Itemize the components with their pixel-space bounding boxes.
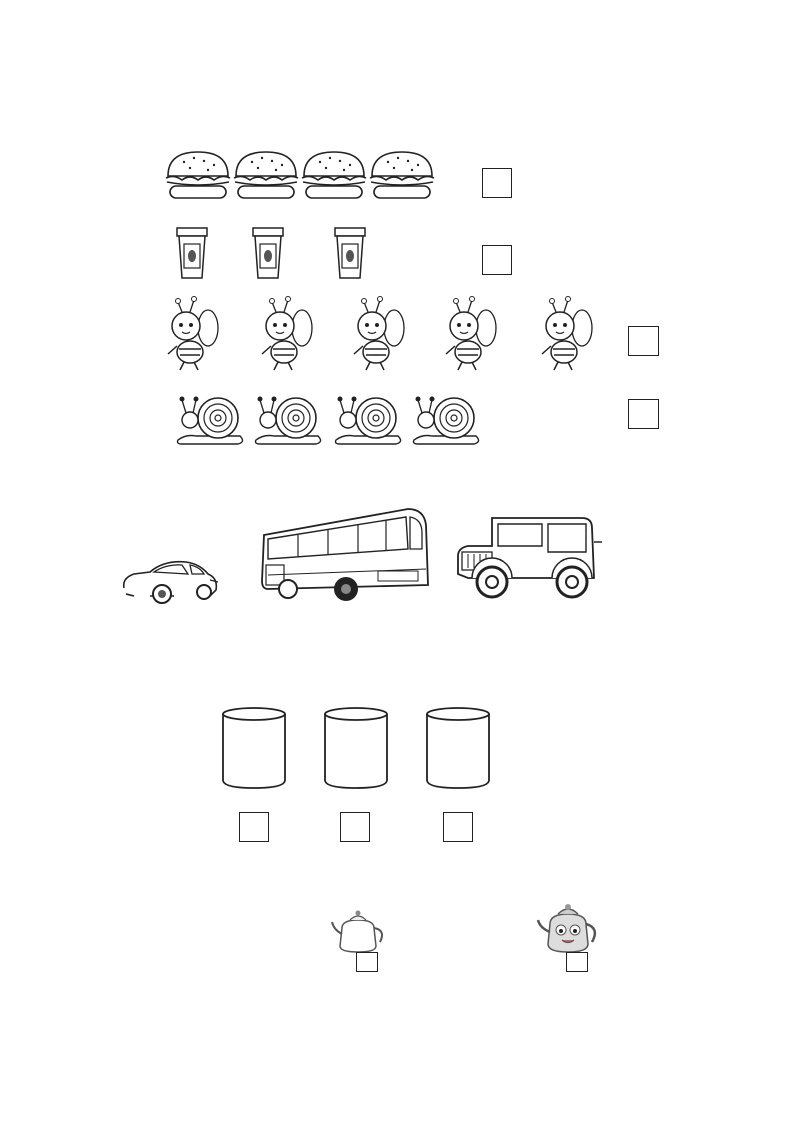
water-glasses: [220, 706, 500, 796]
answer-box-right-teapot[interactable]: [566, 952, 588, 972]
snail-icon: [178, 397, 243, 445]
bee-icon: [446, 297, 496, 371]
answer-box-burgers[interactable]: [482, 168, 512, 198]
glass-2: [325, 708, 387, 788]
sports-car-icon: [120, 552, 220, 606]
burger-icon: [302, 152, 366, 198]
bee-icon: [168, 297, 218, 371]
answer-box-glass-2[interactable]: [340, 812, 370, 842]
jeep-icon: [452, 512, 606, 604]
glass-3: [427, 708, 489, 788]
snail-icon: [414, 397, 479, 445]
cartoon-teapot-icon: [536, 904, 600, 954]
bee-icon: [354, 297, 404, 371]
answer-box-cups[interactable]: [482, 245, 512, 275]
burger-icon: [234, 152, 298, 198]
cup-icon: [335, 228, 365, 278]
answer-box-snails[interactable]: [628, 399, 659, 429]
left-cup-row: [180, 924, 340, 958]
answer-box-bees[interactable]: [628, 326, 659, 356]
answer-box-left-teapot[interactable]: [356, 952, 378, 972]
cup-icon: [177, 228, 207, 278]
teapot-icon: [332, 908, 388, 954]
cup-row: [176, 224, 396, 284]
burger-icon: [370, 152, 434, 198]
glass-1: [223, 708, 285, 788]
bee-icon: [542, 297, 592, 371]
burger-icon: [166, 152, 230, 198]
cup-icon: [253, 228, 283, 278]
answer-box-glass-3[interactable]: [443, 812, 473, 842]
bus-icon: [258, 505, 430, 605]
answer-box-glass-1[interactable]: [239, 812, 269, 842]
snail-row: [176, 390, 496, 446]
snail-icon: [336, 397, 401, 445]
burger-row: [164, 148, 434, 208]
bee-row: [164, 294, 604, 374]
snail-icon: [256, 397, 321, 445]
bee-icon: [262, 297, 312, 371]
